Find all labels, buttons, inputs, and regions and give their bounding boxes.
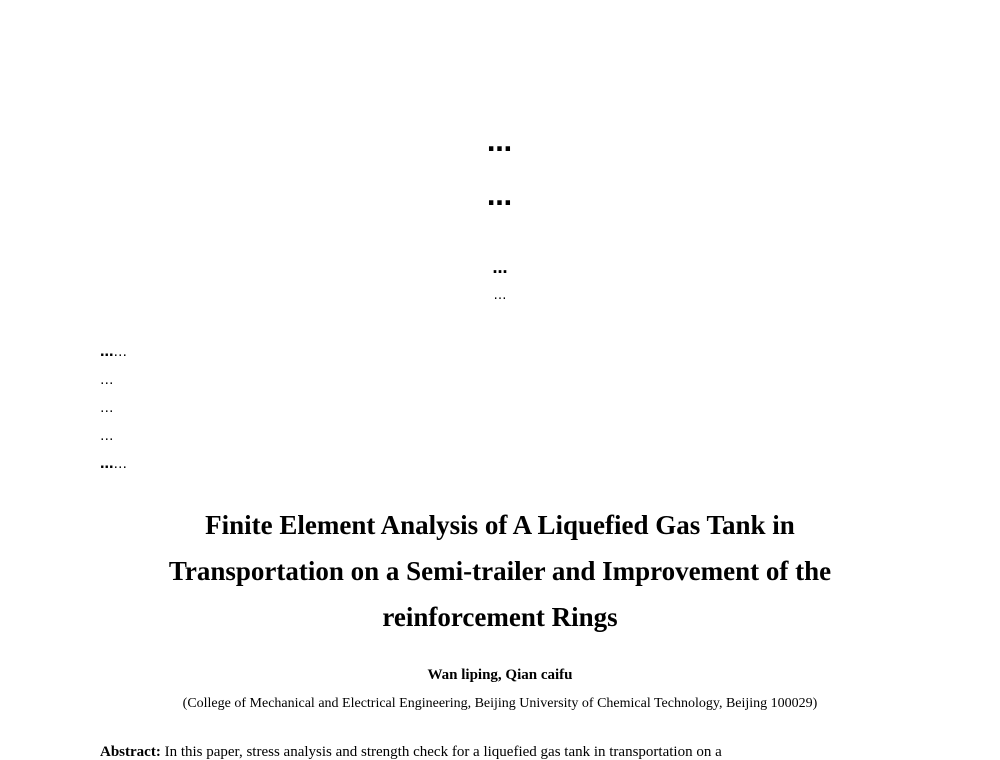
cn-authors: … <box>492 259 508 277</box>
cn-title-line-1: … <box>487 128 513 157</box>
en-title-line-1: Finite Element Analysis of A Liquefied Gas Tank in <box>205 510 795 540</box>
en-abstract <box>100 744 898 760</box>
cn-title-line-2: … <box>487 182 513 211</box>
cn-abstract-line-4: … <box>100 428 114 444</box>
en-title-line-3: reinforcement Rings <box>382 602 618 632</box>
en-abstract-text: In this paper, stress analysis and strength check for a liquefied gas tank in transportation on a <box>164 744 722 760</box>
cn-abstract-label: … <box>100 344 114 360</box>
en-title-line-2: Transportation on a Semi-trailer and Improvement of the <box>168 556 832 586</box>
cn-keywords-text: … <box>113 456 127 472</box>
cn-abstract-line-1 <box>100 338 898 366</box>
cn-abstract-text-1: … <box>113 344 127 360</box>
en-affiliation: (College of Mechanical and Electrical Engineering, Beijing University of Chemical Technology, Beijing 100029) <box>182 696 818 711</box>
cn-keywords-label: … <box>100 456 114 472</box>
cn-abstract <box>100 338 898 478</box>
cn-affiliation: … <box>493 288 507 303</box>
en-abstract-label: Abstract: <box>100 744 161 760</box>
cn-abstract-line-2: … <box>100 372 114 388</box>
cn-abstract-line-3: … <box>100 400 114 416</box>
cn-keywords <box>100 450 898 478</box>
en-authors: Wan liping, Qian caifu <box>427 667 573 683</box>
